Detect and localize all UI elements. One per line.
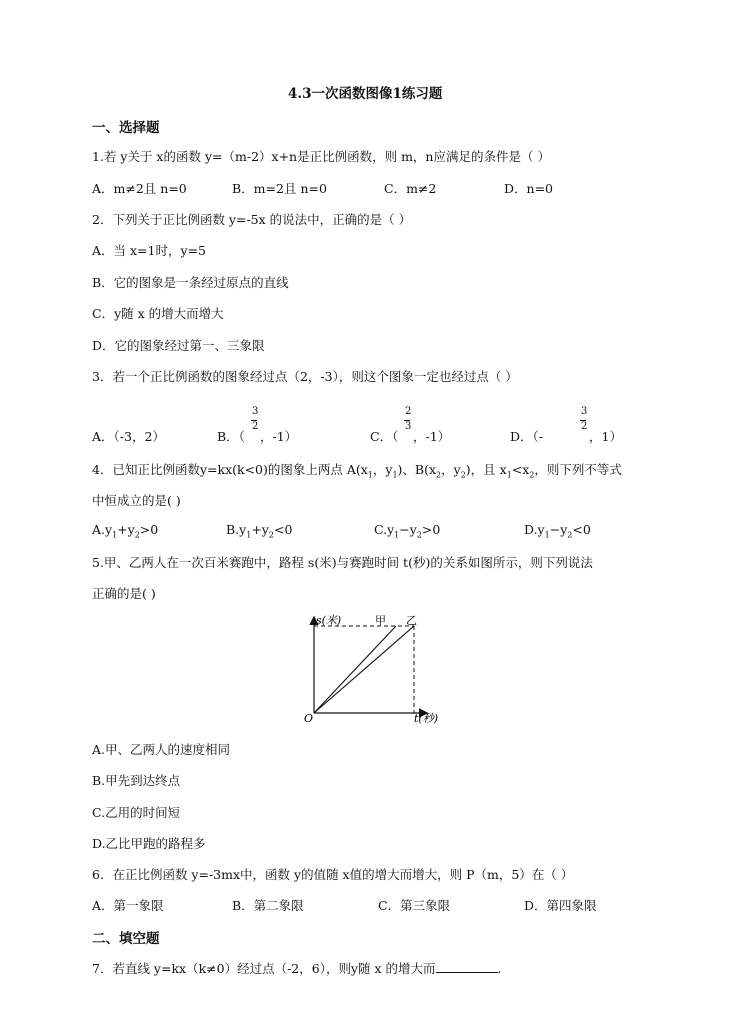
q7-answer-blank[interactable] xyxy=(436,960,498,973)
q6-option-a: A．第一象限 xyxy=(92,898,164,913)
q3-option-b-suffix: ，-1） xyxy=(260,429,298,444)
y-axis-label: s(米) xyxy=(316,614,342,627)
q5-option-a: A.甲、乙两人的速度相同 xyxy=(92,742,231,757)
q4-subscript: 2 xyxy=(436,470,442,480)
question-2-stem: 2．下列关于正比例函数 y=-5x 的说法中，正确的是（ ） xyxy=(92,212,412,227)
q5-option-b: B.甲先到达终点 xyxy=(92,773,181,788)
question-6-stem: 6．在正比例函数 y=-3mx中，函数 y的值随 x值的增大而增大，则 P（m，5）在（ ） xyxy=(92,867,574,882)
question-4-stem-line1 xyxy=(92,460,622,480)
question-4-stem-line2: 中恒成立的是( ) xyxy=(92,493,181,508)
q4-option-a xyxy=(92,522,158,540)
q5-option-c: C.乙用的时间短 xyxy=(92,805,181,820)
q3-option-a: A．（-3，2） xyxy=(92,429,165,444)
jia-line xyxy=(314,626,396,713)
q4-subscript: 2 xyxy=(268,530,274,540)
q4-subscript: 1 xyxy=(392,470,398,480)
q5-distance-time-graph xyxy=(296,608,456,726)
q4-subscript: 2 xyxy=(567,530,573,540)
section-heading-fill: 二、填空题 xyxy=(92,931,160,947)
q4-subscript: 1 xyxy=(394,530,400,540)
question-7-stem xyxy=(92,959,502,977)
q4-subscript: 1 xyxy=(544,530,550,540)
q4-option-c xyxy=(374,522,440,540)
q4-option-b xyxy=(226,522,292,540)
q4-opt-text: +y xyxy=(117,522,135,537)
q4-text: <x xyxy=(511,462,530,477)
q3-option-c-numerator: 2 xyxy=(405,406,412,417)
q4-subscript: 2 xyxy=(134,530,140,540)
x-axis-label: t(秒) xyxy=(414,712,439,725)
q7-text: 7．若直线 y=kx（k≠0）经过点（-2，6），则y随 x 的增大而 xyxy=(92,961,436,976)
q4-subscript: 1 xyxy=(246,530,252,540)
q3-option-d-suffix: ，1） xyxy=(589,429,622,444)
page-title: 4.3一次函数图像1练习题 xyxy=(288,86,443,102)
q3-option-c-suffix: ，-1） xyxy=(413,429,451,444)
q4-text: ，y xyxy=(372,462,393,477)
q4-text: 4．已知正比例函数y=kx(k<0)的图象上两点 A(x xyxy=(92,462,368,477)
q7-end-punct: . xyxy=(497,961,502,976)
q4-opt-text: D.y xyxy=(524,522,545,537)
q4-subscript: 1 xyxy=(367,470,373,480)
q4-subscript: 1 xyxy=(506,470,512,480)
jia-label: 甲 xyxy=(375,614,386,627)
question-3-stem: 3．若一个正比例函数的图象经过点（2，-3），则这个图象一定也经过点（ ） xyxy=(92,369,518,384)
q1-option-c: C．m≠2 xyxy=(384,181,437,196)
q4-subscript: 1 xyxy=(112,530,118,540)
q4-opt-text: C.y xyxy=(374,522,395,537)
q4-text: ，则下列不等式 xyxy=(534,462,622,477)
question-5-stem-line1: 5.甲、乙两人在一次百米赛跑中，路程 s(米)与赛跑时间 t(秒)的关系如图所示，则下列说法 xyxy=(92,555,593,570)
q6-option-c: C．第三象限 xyxy=(378,898,451,913)
q4-opt-text: −y xyxy=(549,522,568,537)
q4-opt-text: −y xyxy=(399,522,417,537)
q3-option-d-prefix: D．（- xyxy=(510,429,543,444)
q4-subscript: 2 xyxy=(460,470,466,480)
q2-option-b: B．它的图象是一条经过原点的直线 xyxy=(92,275,289,290)
q4-opt-text: +y xyxy=(251,522,269,537)
q3-option-c-denominator: 3 xyxy=(405,421,412,432)
q2-option-a: A．当 x=1时，y=5 xyxy=(92,243,206,258)
origin-label: O xyxy=(304,712,314,725)
q1-option-b: B．m=2且 n=0 xyxy=(232,181,327,196)
q3-option-b-prefix: B．（ xyxy=(217,429,245,444)
q3-option-d-denominator: 2 xyxy=(581,421,588,432)
q4-subscript: 2 xyxy=(529,470,535,480)
q6-option-d: D．第四象限 xyxy=(524,898,597,913)
q3-option-d-numerator: 3 xyxy=(581,406,588,417)
q4-subscript: 2 xyxy=(416,530,422,540)
q3-option-b-denominator: 2 xyxy=(252,421,259,432)
q2-option-d: D．它的图象经过第一、三象限 xyxy=(92,338,265,353)
q4-opt-text: A.y xyxy=(92,522,113,537)
q4-opt-text: >0 xyxy=(139,522,159,537)
q4-opt-text: <0 xyxy=(273,522,293,537)
q4-opt-text: <0 xyxy=(572,522,591,537)
q4-opt-text: B.y xyxy=(226,522,247,537)
q6-option-b: B．第二象限 xyxy=(232,898,304,913)
q4-text: )、B(x xyxy=(397,462,437,477)
q3-option-b-numerator: 3 xyxy=(252,406,259,417)
yi-label: 乙 xyxy=(406,614,417,627)
question-1-stem: 1.若 y关于 x的函数 y=（m-2）x+n是正比例函数，则 m，n应满足的条件是（ ） xyxy=(92,149,550,164)
q4-option-d xyxy=(524,522,591,540)
section-heading-choice: 一、选择题 xyxy=(92,120,160,136)
q4-text: ，y xyxy=(441,462,461,477)
question-5-stem-line2: 正确的是( ) xyxy=(92,586,156,601)
q4-opt-text: >0 xyxy=(421,522,441,537)
q5-option-d: D.乙比甲跑的路程多 xyxy=(92,836,206,851)
q3-option-c-prefix: C．（ xyxy=(370,429,399,444)
q1-option-d: D．n=0 xyxy=(504,181,553,196)
q2-option-c: C．y随 x 的增大而增大 xyxy=(92,306,224,321)
yi-line xyxy=(314,626,414,713)
q1-option-a: A．m≠2且 n=0 xyxy=(92,181,187,196)
q4-text: )，且 x xyxy=(465,462,507,477)
